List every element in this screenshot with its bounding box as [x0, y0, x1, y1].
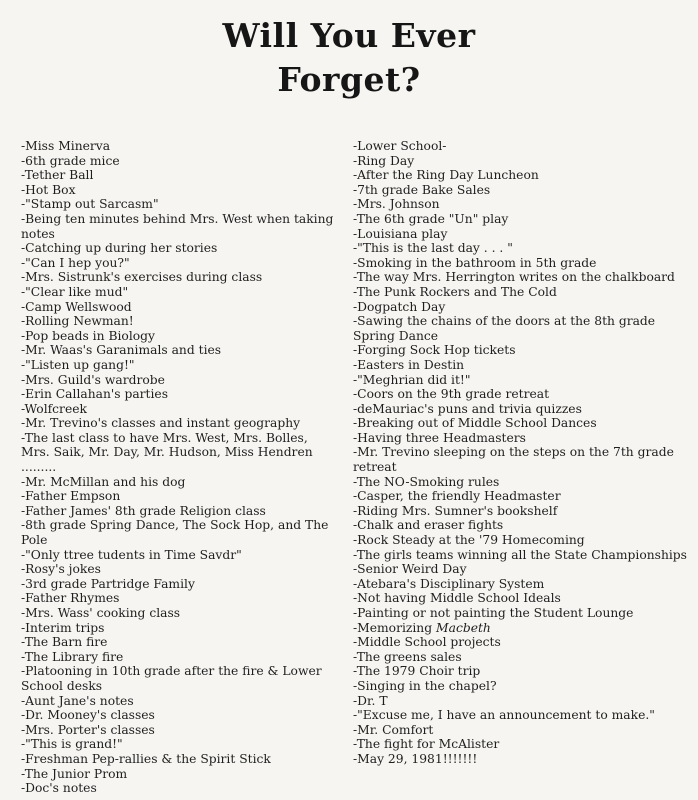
list-item: -Platooning in 10th grade after the fire & Lower School desks — [21, 664, 322, 693]
list-item: -Dr. T — [353, 693, 388, 708]
list-item: -"This is the last day . . . " — [353, 241, 513, 256]
list-item: -The 1979 Choir trip — [353, 664, 481, 679]
list-item: -Dogpatch Day — [353, 299, 446, 314]
list-item: -The greens sales — [353, 649, 462, 664]
title-line-2: Forget? — [277, 60, 421, 99]
list-item: -Senior Weird Day — [353, 562, 467, 577]
list-item: -Mr. Trevino sleeping on the steps on the 7th grade retreat — [353, 445, 674, 475]
list-item: -The Junior Prom — [21, 766, 128, 781]
list-item: -After the Ring Day Luncheon — [353, 168, 539, 183]
list-item: -Easters in Destin — [353, 357, 465, 372]
list-item: -The fight for McAlister — [353, 737, 500, 752]
list-item: -Father Empson — [21, 489, 121, 504]
list-item: -Pop beads in Biology — [21, 328, 155, 343]
list-item: -Mrs. Wass' cooking class — [21, 606, 181, 620]
list-item: -"Clear like mud" — [21, 284, 129, 299]
list-item: -Sawing the chains of the doors at the 8th grade Spring Dance — [353, 314, 656, 343]
list-item: -Painting or not painting the Student Lounge — [353, 606, 634, 620]
list-item: -Wolfcreek — [21, 401, 87, 416]
list-item: -The Library fire — [21, 649, 124, 664]
list-item: -Forging Sock Hop tickets — [353, 343, 516, 358]
list-item: -Mr. McMillan and his dog — [21, 474, 186, 489]
list-item: -The girls teams winning all the State Championships — [353, 547, 687, 562]
list-item: -Erin Callahan's parties — [21, 387, 169, 402]
list-item: -Lower School- — [353, 139, 447, 153]
list-item: -"This is grand!" — [21, 737, 123, 752]
list-item: -Rosy's jokes — [21, 562, 101, 577]
left-memory-list — [21, 139, 339, 796]
list-item: -May 29, 1981!!!!!!! — [353, 751, 478, 766]
list-item: -Father Rhymes — [21, 591, 120, 606]
list-item: -Breaking out of Middle School Dances — [353, 416, 597, 431]
list-item: -Chalk and eraser fights — [353, 518, 504, 533]
list-item: -"Stamp out Sarcasm" — [21, 197, 159, 212]
list-item: -Hot Box — [21, 182, 76, 197]
list-item: -"Can I hep you?" — [21, 255, 130, 270]
list-item: -Dr. Mooney's classes — [21, 708, 155, 723]
page-title — [0, 14, 698, 102]
list-item: -The NO-Smoking rules — [353, 474, 500, 489]
list-item: -Rolling Newman! — [21, 314, 134, 329]
list-item: -Coors on the 9th grade retreat — [353, 387, 550, 402]
list-item: -Rock Steady at the '79 Homecoming — [353, 533, 585, 548]
list-item: -"Listen up gang!" — [21, 357, 135, 372]
list-item: -Ring Day — [353, 153, 415, 168]
list-item: -Not having Middle School Ideals — [353, 591, 561, 606]
list-item: -Aunt Jane's notes — [21, 693, 134, 708]
list-item: -Riding Mrs. Sumner's bookshelf — [353, 503, 558, 518]
list-item: -Mr. Waas's Garanimals and ties — [21, 343, 222, 358]
list-item: -Camp Wellswood — [21, 299, 132, 314]
list-item: -Catching up during her stories — [21, 241, 218, 256]
list-item: -Being ten minutes behind Mrs. West when taking notes — [21, 211, 334, 241]
list-item: -Tether Ball — [21, 168, 94, 183]
right-memory-list — [353, 139, 688, 767]
list-item: -Mrs. Guild's wardrobe — [21, 372, 165, 387]
list-item: -Mr. Trevino's classes and instant geography — [21, 416, 301, 431]
list-item: -Mrs. Johnson — [353, 197, 440, 212]
list-item: -Casper, the friendly Headmaster — [353, 489, 561, 504]
list-item: -"Meghrian did it!" — [353, 372, 471, 387]
list-item: -"Only ttree tudents in Time Savdr" — [21, 547, 242, 562]
memorizing-prefix: -Memorizing — [353, 620, 437, 635]
list-item: -Mrs. Porter's classes — [21, 722, 155, 737]
list-item: -Freshman Pep-rallies & the Spirit Stick — [21, 751, 271, 766]
list-item: -Louisiana play — [353, 226, 448, 241]
list-item: -8th grade Spring Dance, The Sock Hop, and The Pole — [21, 518, 329, 548]
list-item: -7th grade Bake Sales — [353, 182, 491, 197]
list-item: -Singing in the chapel? — [353, 678, 497, 693]
list-item: -Atebara's Disciplinary System — [353, 576, 545, 591]
list-item: -Miss Minerva — [21, 139, 111, 153]
list-item: -Mr. Comfort — [353, 722, 434, 737]
list-item: -deMauriac's puns and trivia quizzes — [353, 401, 582, 416]
macbeth-title: Macbeth — [436, 620, 491, 635]
list-item: -Father James' 8th grade Religion class — [21, 503, 266, 518]
list-item: -Smoking in the bathroom in 5th grade — [353, 255, 597, 270]
list-item: -The last class to have Mrs. West, Mrs. Bolles, Mrs. Saik, Mr. Day, Mr. Hudson, Miss Hendren ......... — [21, 430, 313, 475]
list-item: -The Punk Rockers and The Cold — [353, 284, 557, 299]
list-item: -Having three Headmasters — [353, 430, 526, 445]
list-item: -Interim trips — [21, 620, 105, 635]
title-line-1: Will You Ever — [222, 16, 476, 55]
list-item: -The Barn fire — [21, 635, 108, 650]
list-item: -Middle School projects — [353, 635, 501, 650]
list-item: -The way Mrs. Herrington writes on the chalkboard — [353, 270, 675, 285]
list-item: -The 6th grade "Un" play — [353, 211, 509, 226]
list-item — [353, 621, 688, 636]
list-item: -Doc's notes — [21, 781, 97, 796]
list-item: -6th grade mice — [21, 153, 120, 168]
list-item: -Mrs. Sistrunk's exercises during class — [21, 270, 263, 285]
list-item: -"Excuse me, I have an announcement to make." — [353, 708, 655, 723]
list-item: -3rd grade Partridge Family — [21, 576, 195, 591]
